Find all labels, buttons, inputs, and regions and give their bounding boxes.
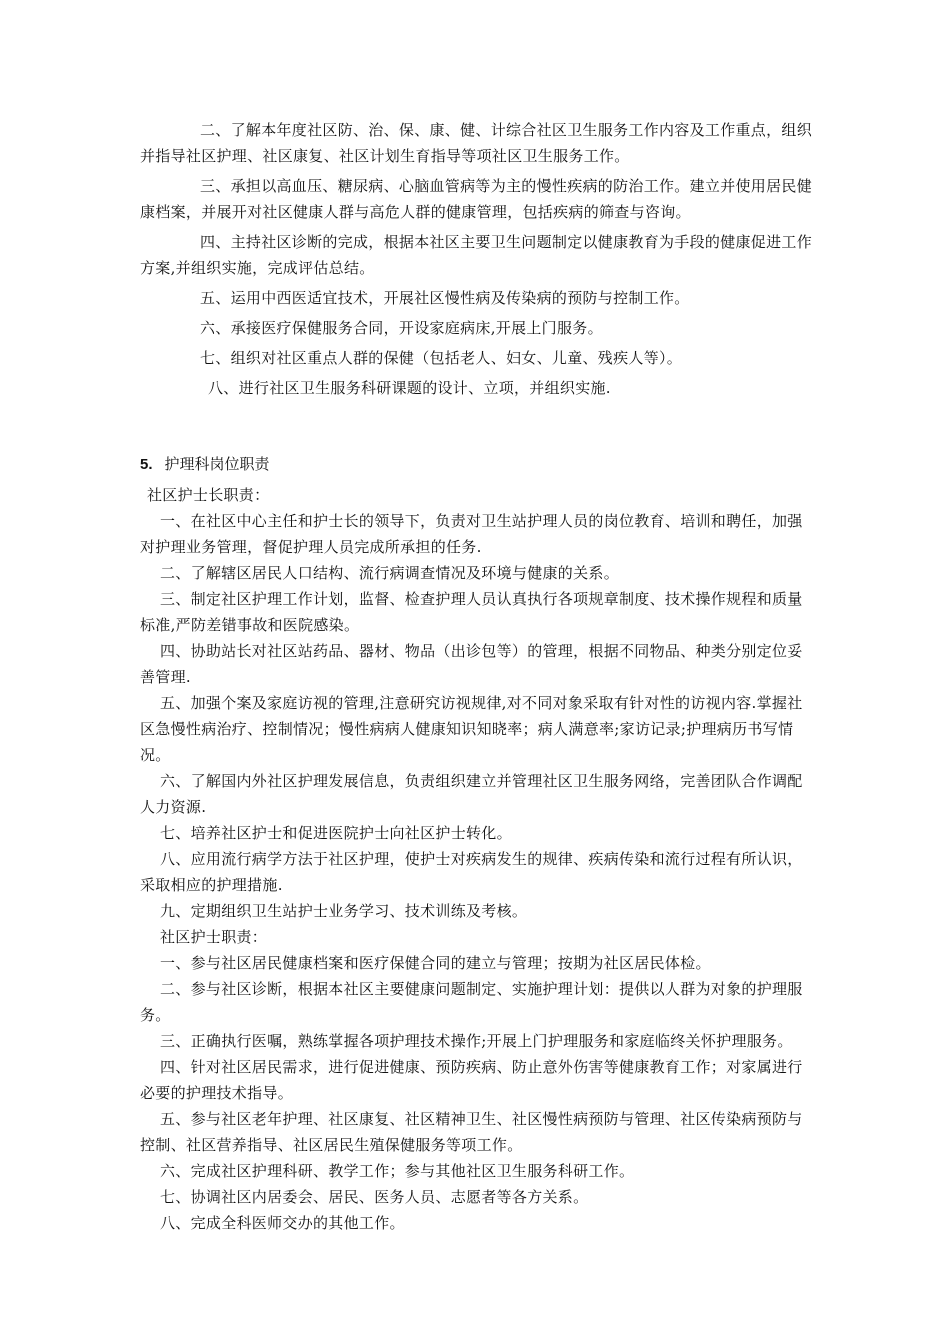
head-nurse-duty: 四、协助站长对社区站药品、器材、物品（出诊包等）的管理，根据不同物品、种类分别定位妥善管理.: [140, 642, 803, 686]
nurse-duty: 一、参与社区居民健康档案和医疗保健合同的建立与管理；按期为社区居民体检。: [160, 954, 711, 972]
nurse-duty: 三、正确执行医嘱，熟练掌握各项护理技术操作;开展上门护理服务和家庭临终关怀护理服务。: [160, 1032, 793, 1050]
head-nurse-duty: 八、应用流行病学方法于社区护理，使护士对疾病发生的规律、疾病传染和流行过程有所认识，采取相应的护理措施.: [140, 850, 803, 894]
duty-paragraph: 五、运用中西医适宜技术，开展社区慢性病及传染病的预防与控制工作。: [200, 289, 690, 307]
top-duties-list: [140, 117, 816, 401]
section-title: 护理科岗位职责: [164, 455, 270, 473]
duty-paragraph: 四、主持社区诊断的完成，根据本社区主要卫生问题制定以健康教育为手段的健康促进工作方案,并组织实施，完成评估总结。: [140, 233, 813, 277]
head-nurse-duty: 七、培养社区护士和促进医院护士向社区护士转化。: [160, 824, 512, 842]
nurse-duty: 四、针对社区居民需求，进行促进健康、预防疾病、防止意外伤害等健康教育工作；对家属进行必要的护理技术指导。: [140, 1058, 803, 1102]
nurse-duty: 五、参与社区老年护理、社区康复、社区精神卫生、社区慢性病预防与管理、社区传染病预防与控制、社区营养指导、社区居民生殖保健服务等项工作。: [140, 1110, 803, 1154]
duty-paragraph: 六、承接医疗保健服务合同，开设家庭病床,开展上门服务。: [200, 319, 603, 337]
section-heading: [140, 451, 816, 478]
head-nurse-duty: 五、加强个案及家庭访视的管理,注意研究访视规律,对不同对象采取有针对性的访视内容.掌握社区急慢性病治疗、控制情况；慢性病病人健康知识知晓率；病人满意率;家访记录;护理病历书写情况。: [140, 694, 803, 764]
nursing-section: [140, 451, 816, 1236]
nurse-duty: 二、参与社区诊断，根据本社区主要健康问题制定、实施护理计划：提供以人群为对象的护理服务。: [140, 980, 803, 1024]
duty-paragraph: 七、组织对社区重点人群的保健（包括老人、妇女、儿童、残疾人等）。: [200, 349, 683, 367]
nurse-heading: 社区护士职责：: [160, 928, 268, 946]
duty-paragraph: 八、进行社区卫生服务科研课题的设计、立项，并组织实施.: [208, 379, 611, 397]
head-nurse-duty: 一、在社区中心主任和护士长的领导下，负责对卫生站护理人员的岗位教育、培训和聘任，加强对护理业务管理，督促护理人员完成所承担的任务.: [140, 512, 803, 556]
head-nurse-duty: 九、定期组织卫生站护士业务学习、技术训练及考核。: [160, 902, 528, 920]
nurse-duty: 八、完成全科医师交办的其他工作。: [160, 1214, 405, 1232]
head-nurse-heading: 社区护士长职责：: [147, 486, 270, 504]
duty-paragraph: 三、承担以高血压、糖尿病、心脑血管病等为主的慢性疾病的防治工作。建立并使用居民健康档案，并展开对社区健康人群与高危人群的健康管理，包括疾病的筛查与咨询。: [140, 177, 813, 221]
head-nurse-duty: 二、了解辖区居民人口结构、流行病调查情况及环境与健康的关系。: [160, 564, 620, 582]
head-nurse-duty: 三、制定社区护理工作计划，监督、检查护理人员认真执行各项规章制度、技术操作规程和质量标准,严防差错事故和医院感染。: [140, 590, 803, 634]
nurse-duty: 七、协调社区内居委会、居民、医务人员、志愿者等各方关系。: [160, 1188, 589, 1206]
duty-paragraph: 二、了解本年度社区防、治、保、康、健、计综合社区卫生服务工作内容及工作重点，组织并指导社区护理、社区康复、社区计划生育指导等项社区卫生服务工作。: [140, 121, 813, 165]
nurse-duty: 六、完成社区护理科研、教学工作；参与其他社区卫生服务科研工作。: [160, 1162, 635, 1180]
head-nurse-duty: 六、了解国内外社区护理发展信息，负责组织建立并管理社区卫生服务网络，完善团队合作调配人力资源.: [140, 772, 803, 816]
section-number: 5.: [140, 456, 153, 473]
